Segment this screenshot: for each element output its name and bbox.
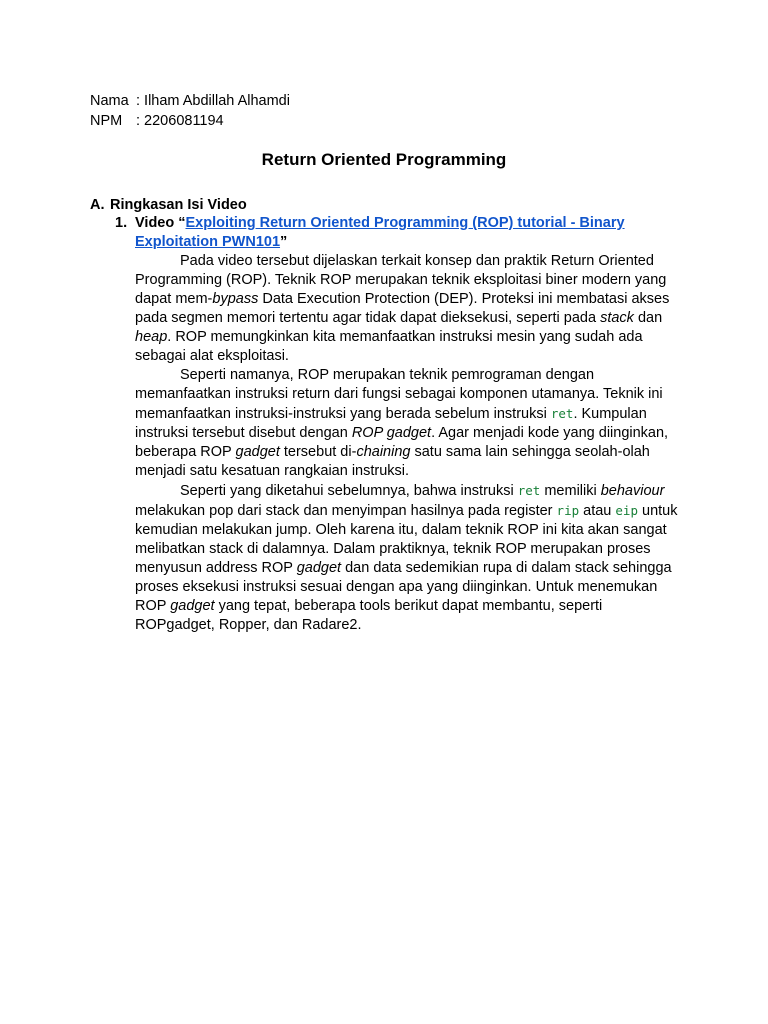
p1-text-4: . ROP memungkinkan kita memanfaatkan instruksi mesin yang sudah ada sebagai alat eksploitasi. xyxy=(135,329,643,364)
nama-value: : Ilham Abdillah Alhamdi xyxy=(136,93,290,109)
p3-text-6: dan data sedemikian rupa di dalam stack sehingga proses eksekusi instruksi sesuai dengan apa yang diinginkan. Untuk menemukan ROP xyxy=(135,560,672,614)
p1-italic-stack: stack xyxy=(600,310,634,326)
p3-text-1: Seperti yang diketahui sebelumnya, bahwa instruksi xyxy=(180,483,518,499)
section-marker: A. xyxy=(90,197,105,213)
nama-label: Nama xyxy=(90,93,129,109)
list-item-text xyxy=(135,214,635,252)
list-number: 1. xyxy=(115,215,128,231)
p2-text-4: tersebut di- xyxy=(279,444,357,460)
p2-italic-gadget: gadget xyxy=(235,444,280,460)
video-suffix: ” xyxy=(280,234,288,250)
p3-text-5: untuk kemudian melakukan jump. Oleh karena itu, dalam teknik ROP ini kita akan sangat melibatkan stack di dalamnya. Dalam praktiknya, teknik ROP merupakan proses menyusun address ROP xyxy=(135,503,678,576)
npm-line xyxy=(90,111,224,131)
p1-italic-heap: heap xyxy=(135,329,168,345)
p2-text-5: satu sama lain sehingga seolah-olah menjadi satu kesatuan rangkaian instruksi. xyxy=(135,444,650,479)
paragraph-1 xyxy=(135,252,680,366)
section-heading xyxy=(90,195,247,215)
p2-text-3: . Agar menjadi kode yang diinginkan, beberapa ROP xyxy=(135,425,669,460)
p3-code-eip: eip xyxy=(615,503,638,518)
p1-text-2: Data Execution Protection (DEP). Proteksi ini membatasi akses pada segmen memori tertentu agar tidak dapat dieksekusi, seperti pada xyxy=(135,291,670,326)
paragraph-2 xyxy=(135,366,680,481)
p3-text-3: melakukan pop dari stack dan menyimpan hasilnya pada register xyxy=(135,503,557,519)
p1-italic-bypass: bypass xyxy=(212,291,259,307)
summary-body xyxy=(135,252,680,635)
p2-italic-rop-gadget: ROP gadget xyxy=(351,425,432,441)
p2-text-1: Seperti namanya, ROP merupakan teknik pemrograman dengan memanfaatkan instruksi return dari fungsi sebagai komponen utamanya. Teknik ini memanfaatkan instruksi-instruksi yang berada sebelum instruksi xyxy=(135,367,663,422)
paragraph-3 xyxy=(135,481,680,635)
p3-text-4: atau xyxy=(579,503,616,519)
p3-code-rip: rip xyxy=(556,503,580,518)
npm-label: NPM xyxy=(90,113,123,129)
p3-text-2: memiliki xyxy=(540,483,601,499)
p2-code-ret: ret xyxy=(550,406,574,421)
p3-text-7: yang tepat, beberapa tools berikut dapat membantu, seperti ROPgadget, Ropper, dan Radare2. xyxy=(135,598,603,633)
video-prefix: Video “ xyxy=(135,215,186,231)
video-link[interactable]: Exploiting Return Oriented Programming (ROP) tutorial - Binary Exploitation PWN101 xyxy=(135,215,625,250)
p2-italic-chaining: chaining xyxy=(356,444,411,460)
p3-italic-behaviour: behaviour xyxy=(600,483,665,499)
p1-text-3: dan xyxy=(633,310,663,326)
p3-code-ret: ret xyxy=(517,483,541,498)
p3-italic-gadget-1: gadget xyxy=(296,560,342,576)
section-heading-text: Ringkasan Isi Video xyxy=(110,197,247,213)
p2-text-2: . Kumpulan instruksi tersebut disebut dengan xyxy=(135,406,647,441)
p1-text-1: Pada video tersebut dijelaskan terkait konsep dan praktik Return Oriented Programming (ROP). Teknik ROP merupakan teknik eksploitasi biner modern yang dapat mem- xyxy=(135,253,667,307)
document-title: Return Oriented Programming xyxy=(261,150,507,169)
p3-italic-gadget-2: gadget xyxy=(170,598,215,614)
nama-line xyxy=(90,91,290,111)
npm-value: : 2206081194 xyxy=(136,113,224,129)
